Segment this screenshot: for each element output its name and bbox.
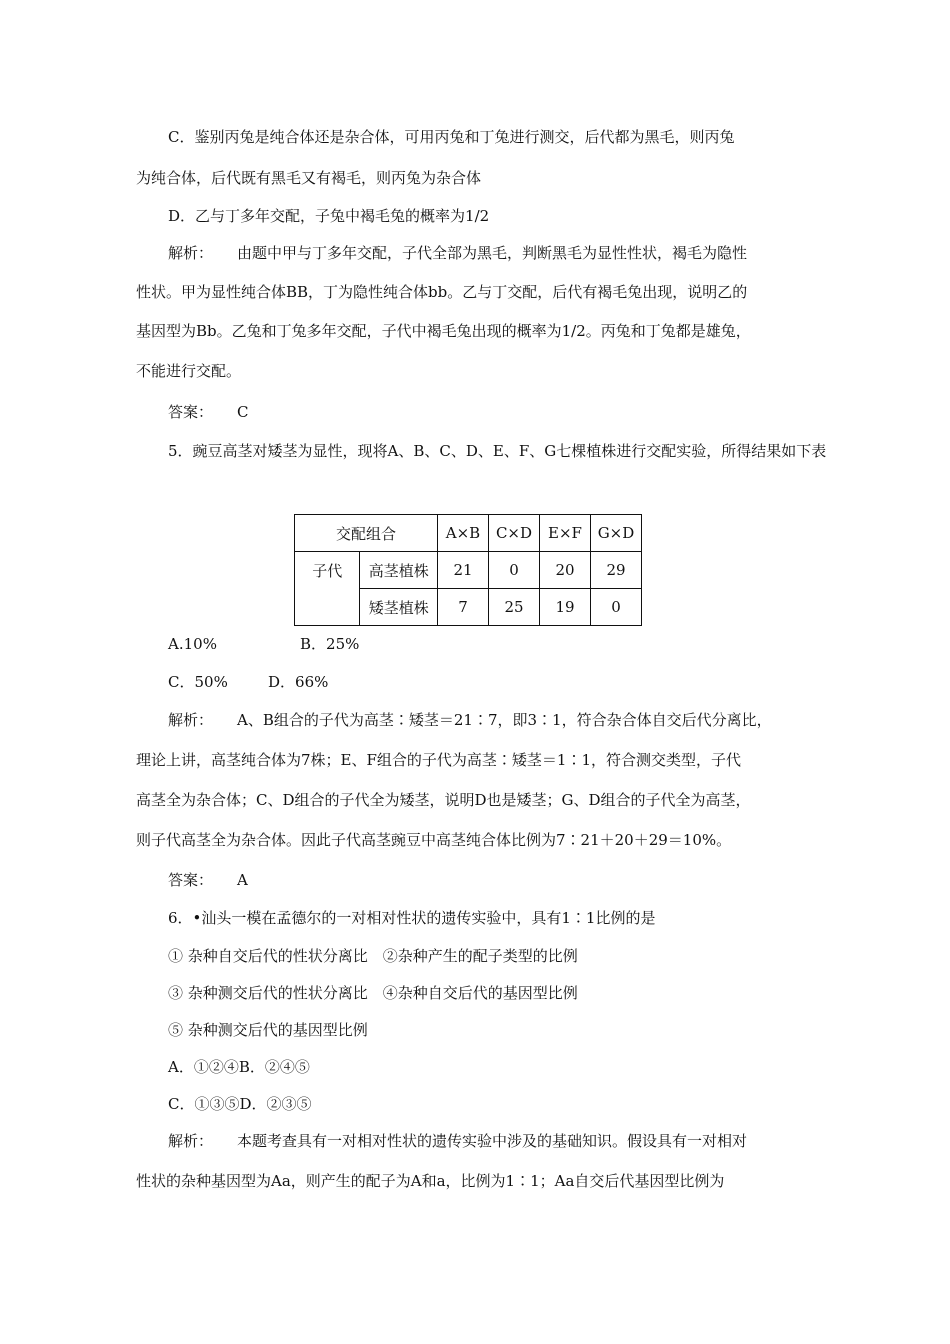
- option-c-line-1: C．鉴别丙兔是纯合体还是杂合体，可用丙兔和丁兔进行测交，后代都为黑毛，则丙兔: [168, 128, 735, 146]
- q6-item: ③ 杂种测交后代的性状分离比 ④杂种自交后代的基因型比例: [168, 984, 578, 1002]
- table-row: [295, 552, 642, 589]
- q6-item: ⑤ 杂种测交后代的基因型比例: [168, 1021, 368, 1039]
- table-cell: 20: [540, 552, 591, 589]
- q6-options-ab: A．①②④B．②④⑤: [168, 1058, 310, 1076]
- q4-answer: 答案： C: [168, 403, 249, 421]
- q4-explanation-line-3: 基因型为Bb。乙兔和丁兔多年交配，子代中褐毛兔出现的概率为1/2。丙兔和丁兔都是雄兔，: [136, 322, 751, 340]
- q5-stem: 5．豌豆高茎对矮茎为显性，现将A、B、C、D、E、F、G七棵植株进行交配实验，所得结果如下表: [168, 442, 827, 460]
- option-d: D．乙与丁多年交配，子兔中褐毛兔的概率为1/2: [168, 207, 490, 225]
- q5-option-b: B．25%: [300, 635, 360, 653]
- q6-item: ① 杂种自交后代的性状分离比 ②杂种产生的配子类型的比例: [168, 947, 578, 965]
- q6-stem: 6．•汕头一模在孟德尔的一对相对性状的遗传实验中，具有1∶1比例的是: [168, 909, 656, 927]
- table-header-row: [295, 515, 642, 552]
- q5-explanation-line-4: 则子代高茎全为杂合体。因此子代高茎豌豆中高茎纯合体比例为7∶21＋20＋29＝10%。: [136, 831, 732, 849]
- table-cell: 19: [540, 589, 591, 626]
- q6-explanation-line-2: 性状的杂种基因型为Aa，则产生的配子为A和a，比例为1∶1；Aa自交后代基因型比例为: [136, 1172, 725, 1190]
- q5-explanation-line-1: 解析： A、B组合的子代为高茎∶矮茎＝21∶7，即3∶1，符合杂合体自交后代分离比，: [168, 711, 772, 729]
- q4-explanation-line-4: 不能进行交配。: [136, 362, 242, 380]
- q5-option-c: C．50%: [168, 673, 228, 691]
- table-header-label: 交配组合: [295, 515, 438, 552]
- table-row-group-label: 子代: [295, 552, 360, 626]
- table-header-cell: C×D: [489, 515, 540, 552]
- table-cell: 0: [489, 552, 540, 589]
- option-c-line-2: 为纯合体，后代既有黑毛又有褐毛，则丙兔为杂合体: [136, 169, 482, 187]
- answer-label: 答案：: [168, 871, 214, 889]
- q5-explanation-line-2: 理论上讲，高茎纯合体为7株；E、F组合的子代为高茎∶矮茎＝1∶1，符合测交类型，子代: [136, 751, 741, 769]
- cross-results-table: [294, 514, 642, 626]
- table-header-cell: G×D: [591, 515, 642, 552]
- answer-label: 答案：: [168, 403, 214, 421]
- q5-answer: 答案： A: [168, 871, 248, 889]
- q5-option-d: D．66%: [268, 673, 329, 691]
- q6-options-cd: C．①③⑤D．②③⑤: [168, 1095, 312, 1113]
- q5-option-a: A.10%: [168, 635, 217, 653]
- table-row-label: 高茎植株: [360, 552, 438, 589]
- table-cell: 0: [591, 589, 642, 626]
- table-header-cell: E×F: [540, 515, 591, 552]
- explanation-label: 解析：: [168, 1132, 214, 1150]
- q6-explanation-line-1: 解析： 本题考查具有一对相对性状的遗传实验中涉及的基础知识。假设具有一对相对: [168, 1132, 748, 1150]
- table-cell: 21: [438, 552, 489, 589]
- q5-explanation-line-3: 高茎全为杂合体；C、D组合的子代全为矮茎，说明D也是矮茎；G、D组合的子代全为高茎，: [136, 791, 751, 809]
- explanation-label: 解析：: [168, 244, 214, 262]
- table-cell: 25: [489, 589, 540, 626]
- table-cell: 7: [438, 589, 489, 626]
- table-row-label: 矮茎植株: [360, 589, 438, 626]
- table-header-cell: A×B: [438, 515, 489, 552]
- explanation-label: 解析：: [168, 711, 214, 729]
- table-cell: 29: [591, 552, 642, 589]
- q4-explanation-line-2: 性状。甲为显性纯合体BB，丁为隐性纯合体bb。乙与丁交配，后代有褐毛兔出现，说明乙的: [136, 283, 748, 301]
- q4-explanation-line-1: 解析： 由题中甲与丁多年交配，子代全部为黑毛，判断黑毛为显性性状，褐毛为隐性: [168, 244, 748, 262]
